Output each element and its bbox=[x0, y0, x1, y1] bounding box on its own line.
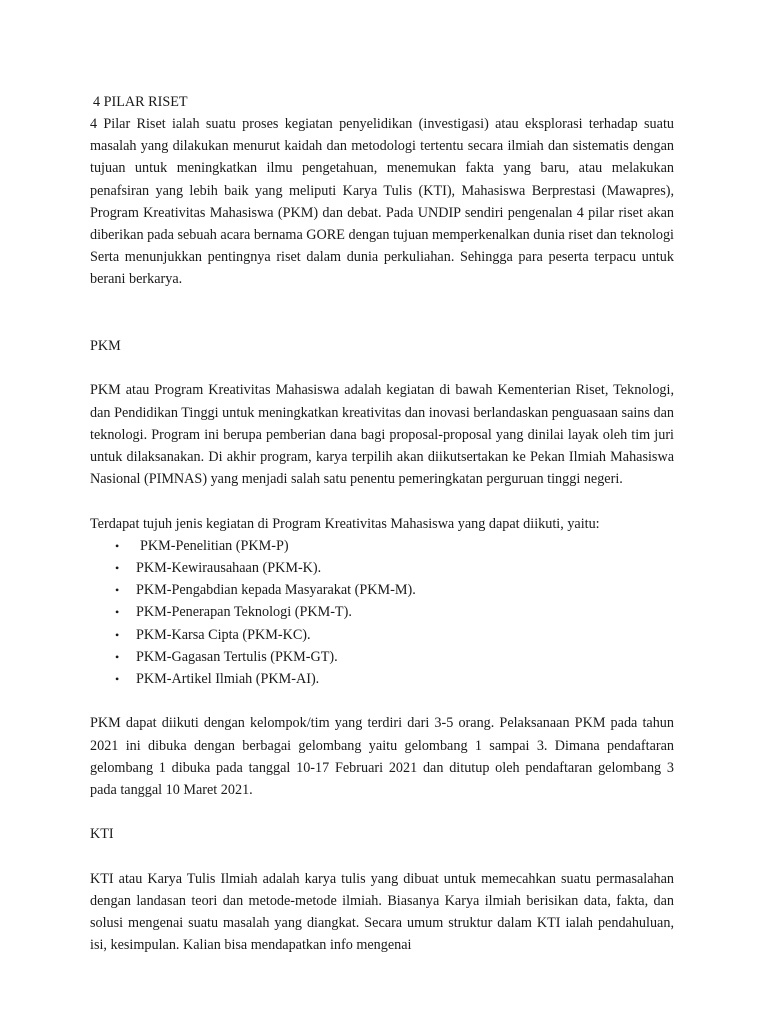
paragraph-gap bbox=[90, 801, 674, 823]
kti-paragraph-1: KTI atau Karya Tulis Ilmiah adalah karya tulis yang dibuat untuk memecahkan suatu permasalahan dengan landasan teori dan metode-metode ilmiah. Biasanya Karya ilmiah berisikan data, fakta, dan solusi mengenai suatu masalah yang diangkat. Secara umum struktur dalam KTI ialah pendahuluan, isi, kesimpulan. Kalian bisa mendapatkan info mengenai bbox=[90, 870, 674, 954]
pkm-types-list bbox=[90, 535, 674, 690]
list-item bbox=[90, 579, 674, 601]
list-item bbox=[90, 557, 674, 579]
document-page bbox=[90, 91, 674, 957]
bullet-icon: • bbox=[115, 649, 120, 664]
list-item-label: PKM-Kewirausahaan (PKM-K). bbox=[136, 559, 322, 576]
list-item bbox=[90, 646, 674, 668]
paragraph-gap bbox=[90, 846, 674, 868]
list-item bbox=[90, 601, 674, 623]
list-item-label: PKM-Penelitian (PKM-P) bbox=[140, 537, 289, 554]
pkm-list-intro: Terdapat tujuh jenis kegiatan di Program Kreativitas Mahasiswa yang dapat diikuti, yaitu: bbox=[90, 515, 600, 532]
list-item-label: PKM-Gagasan Tertulis (PKM-GT). bbox=[136, 648, 338, 665]
bullet-icon: • bbox=[115, 583, 120, 598]
paragraph-gap bbox=[90, 690, 674, 712]
bullet-icon: • bbox=[115, 627, 120, 642]
paragraph-gap bbox=[90, 313, 674, 335]
paragraph-gap bbox=[90, 490, 674, 512]
bullet-icon: • bbox=[115, 538, 120, 553]
pkm-paragraph-1: PKM atau Program Kreativitas Mahasiswa adalah kegiatan di bawah Kementerian Riset, Teknologi, dan Pendidikan Tinggi untuk meningkatkan kreativitas dan inovasi berlandaskan penguasaan sains dan teknologi. Program ini berupa pemberian dana bagi proposal-proposal yang dinilai layak oleh tim juri untuk dilaksanakan. Di akhir program, karya terpilih akan diikutsertakan ke Pekan Ilmiah Mahasiswa Nasional (PIMNAS) yang menjadi salah satu penentu pemeringkatan perguruan tinggi negeri. bbox=[90, 382, 674, 488]
list-item-label: PKM-Penerapan Teknologi (PKM-T). bbox=[136, 604, 352, 621]
list-item bbox=[90, 624, 674, 646]
paragraph-gap bbox=[90, 291, 674, 313]
bullet-icon: • bbox=[115, 560, 120, 575]
document-title: 4 PILAR RISET bbox=[93, 94, 188, 110]
pkm-heading: PKM bbox=[90, 338, 121, 354]
list-item-label: PKM-Karsa Cipta (PKM-KC). bbox=[136, 626, 311, 643]
list-item-label: PKM-Artikel Ilmiah (PKM-AI). bbox=[136, 670, 320, 687]
pkm-paragraph-2: PKM dapat diikuti dengan kelompok/tim yang terdiri dari 3-5 orang. Pelaksanaan PKM pada tahun 2021 ini dibuka dengan berbagai gelombang yaitu gelombang 1 sampai 3. Dimana pendaftaran gelombang 1 dibuka pada tanggal 10-17 Februari 2021 dan ditutup oleh pendaftaran gelombang 3 pada tanggal 10 Maret 2021. bbox=[90, 715, 674, 798]
bullet-icon: • bbox=[115, 671, 120, 686]
list-item bbox=[90, 668, 674, 690]
kti-heading: KTI bbox=[90, 826, 114, 843]
intro-paragraph: 4 Pilar Riset ialah suatu proses kegiatan penyelidikan (investigasi) atau eksplorasi terhadap suatu masalah yang dilakukan menurut kaidah dan metodologi tertentu secara ilmiah dan sistematis dengan tujuan untuk meningkatkan ilmu pengetahuan, menemukan fakta yang baru, atau melakukan penafsiran yang lebih baik yang meliputi Karya Tulis (KTI), Mahasiswa Berprestasi (Mawapres), Program Kreativitas Mahasiswa (PKM) dan debat. Pada UNDIP sendiri pengenalan 4 pilar riset akan diberikan pada sebuah acara bernama GORE dengan tujuan memperkenalkan dunia riset dan teknologi Serta menunjukkan pentingnya riset dalam dunia perkuliahan. Sehingga para peserta terpacu untuk berani berkarya. bbox=[90, 116, 674, 288]
list-item bbox=[90, 535, 674, 557]
list-item-label: PKM-Pengabdian kepada Masyarakat (PKM-M). bbox=[136, 582, 416, 599]
paragraph-gap bbox=[90, 357, 674, 379]
bullet-icon: • bbox=[115, 605, 120, 620]
